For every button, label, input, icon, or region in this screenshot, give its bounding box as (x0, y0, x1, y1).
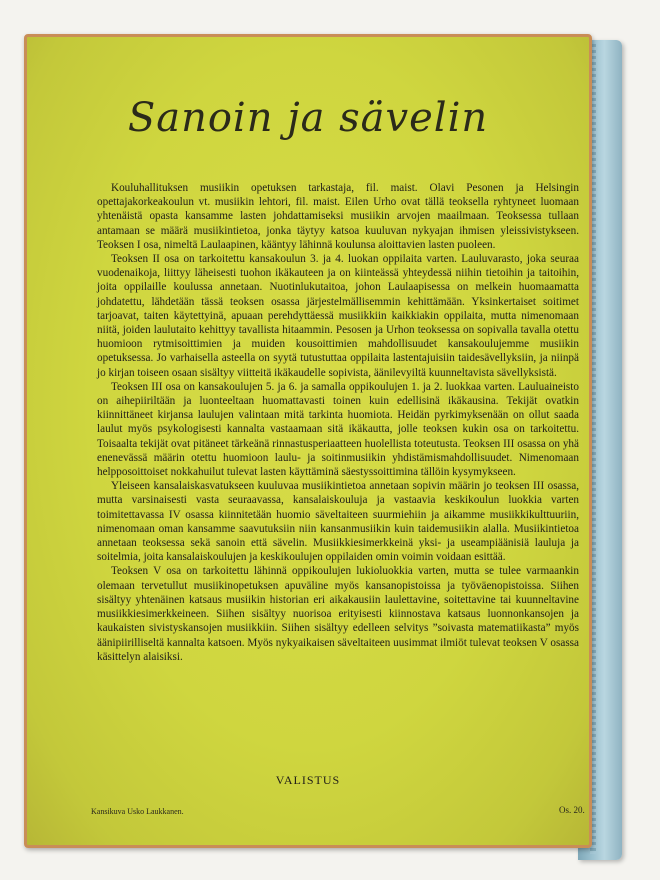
paragraph-3: Teoksen III osa on kansakoulujen 5. ja 6. ja samalla oppikoulujen 1. ja 2. luokkaa varten. Lauluaineisto on aihepiiriltään ja luonteeltaan huomattavasti toinen kuin edellisinä ikäkausina. Tekijät ovatkin kiinnittäneet kirjansa laulujen valintaan mitä tarkinta huomiota. Heidän pyrkimyksenään on ollut saada laulut myös psykologisesti kannalta vastaamaan sitä ikäkautta, jolle teoksen kukin osa on tarkoitettu. Toisaalta tekijät ovat pitäneet tärkeänä rinnastusperiaatteen huolellista toteutusta. Teoksen III osassa on yhä enenevässä määrin otettu huomioon laulu- ja soitinmusiikin yhdistämismahdollisuudet. Nimenomaan helpposoittoiset nokkahuilut tulevat lasten käyttäminä säestyssoittimina tällöin kysymykseen. (97, 380, 579, 479)
book-back-cover (24, 34, 592, 848)
book-title: Sanoin ja sävelin (127, 95, 489, 141)
paragraph-4: Yleiseen kansalaiskasvatukseen kuuluvaa musiikintietoa annetaan sopivin määrin jo teoksen III osassa, mutta varsinaisesti vasta seuraavassa, kansalaiskouluja ja vastaavia keskikoulun luokkia varten toimitettavassa IV osassa kiinnitetään huomio säveltaiteen suurmiehiin ja aikamme musiikkikulttuuriin, nimenomaan oman kansamme saavutuksiin niin kansanmusiikin kuin taidemusiikin alalla. Musiikintietoa annetaan teoksessa sekä sanoin että sävelin. Musiikkiesimerkkeinä yksi- ja useampiäänisiä lauluja ja soitelmia, joita kansalaiskoulujen ja keskikoulujen oppilaiden omin voimin voidaan esittää. (97, 480, 579, 564)
paragraph-1: Kouluhallituksen musiikin opetuksen tarkastaja, fil. maist. Olavi Pesonen ja Helsingin opettajakorkeakoulun vt. musiikin lehtori, fil. maist. Eilen Urho ovat tällä teoksella ryhtyneet luomaan yhtenäistä opasta kansamme lasten johdattamiseksi musiikin arvojen maailmaan. Teoksessa tullaan antamaan se määrä musiikintietoa, jonka täytyy katsoa kuuluvan nykyajan ihmisen yleissivistykseen. Teoksen I osa, nimeltä Laulaapinen, kääntyy lähinnä koulunsa aloittavien lasten puoleen. (97, 182, 579, 251)
description-text (97, 181, 579, 664)
price-code: Os. 20. (559, 805, 585, 815)
paragraph-2: Teoksen II osa on tarkoitettu kansakoulun 3. ja 4. luokan oppilaita varten. Lauluvarasto, joka seuraa vuodenaikoja, liittyy läheisesti tuohon ikäkauteen ja on kiinteässä yhteydessä niihin tietoihin ja taitoihin, joita oppilaille koulussa annetaan. Nuotinlukutaitoa, johon Laulaapisessa on melkein huomaamatta johdatettu, lähdetään tässä teoksen osassa järjestelmällisemmin kehittämään. Yksinkertaiset soitimet tarjoavat, taiten käytettyinä, apuaan perehdyttäessä musiikkiin kaikkiakin oppilaita, mutta nimenomaan niitä, joiden laulutaito kehittyy tavallista hitaammin. Pesosen ja Urhon teoksessa on sopivalla tavalla otettu huomioon rytmisoittimien ja muiden kousoittimien mahdollisuudet kansakoulujemme musiikin opetuksessa. Jo varhaisella asteella on syytä tutustuttaa oppilaita lastentajuisiin taidesävellyksiin, ja niinpä jo kirjan toiseen osaan sisältyy viitteitä ikäkaudelle sopivista, äänilevyiltä kuunneltavista sävellyksistä. (97, 253, 579, 379)
paragraph-5: Teoksen V osa on tarkoitettu lähinnä oppikoulujen lukioluokkia varten, mutta se tulee varmaankin olemaan tervetullut musiikinopetuksen apuväline myös kansanopistoissa ja työväenopistoissa. Siihen sisältyy yhtenäinen katsaus musiikin historian eri aikakausiin laulettavine, soitettavine tai kuunneltavine musiikkiesimerkkeineen. Siihen sisältyy nuorisoa erityisesti kiinnostava katsaus luonnonkansojen ja kaukaisten sivistyskansojen musiikkiin. Siihen sisältyy edelleen selvitys ”soivasta matematiikasta” myös äänipiirilliseltä kannalta katsoen. Myös nykyaikaisen säveltaiteen uusimmat ilmiöt tulevat teoksen V osassa käsittelyn alaisiksi. (97, 565, 579, 663)
cover-credit: Kansikuva Usko Laukkanen. (91, 807, 184, 816)
publisher-name: VALISTUS (275, 773, 341, 787)
